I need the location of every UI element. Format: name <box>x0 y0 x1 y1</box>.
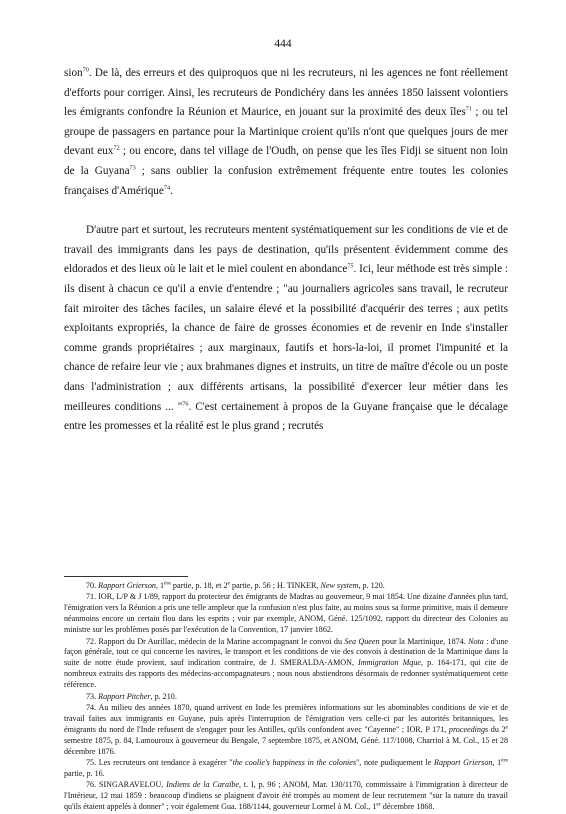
italic-text: New system <box>320 581 359 590</box>
paragraph-2: D'autre part et surtout, les recruteurs mentent systématiquement sur les conditions de vie et de travail des immigrants dans les pays de destination, qu'ils présentent évidemment comme des eldorados et des lieux où le lait et le miel coulent en abondance$^{75}$. Ici, leur méthode est très simple : ils disent à chacun ce qu'il a envie d'entendre ; "au journaliers agricoles sans travail, le recruteur fait miroiter des tâches faciles, un salaire élevé et la possibilité d'acquérir des terres ; aux petits exploitants expropriés, la chance de faire de grosses économies et de revenir en Inde s'installer comme grands propriétaires ; aux marginaux, fautifs et hors-la-loi, il promet l'impunité et la chance de refaire leur vie ; aux brahmanes dignes et instruits, un titre de maître d'école ou un poste dans l'administration ; aux différents artisans, la possibilité d'exercer leur métier dans les meilleures conditions ... "$^{76}$. C'est certainement à propos de la Guyane française que le décalage entre les promesses et la réalité est le plus grand ; recrutés <box>64 224 508 433</box>
italic-text: Rapport Grierson <box>98 581 156 590</box>
footnotes <box>64 581 508 814</box>
italic-text: Indiens de la Caraïbe <box>166 780 239 790</box>
superscript: e <box>227 580 230 587</box>
superscript: 76 <box>182 399 189 407</box>
italic-text: the coolie's happiness in the colonies <box>232 758 356 767</box>
superscript: 75 <box>347 262 354 270</box>
body-text <box>64 64 508 437</box>
footnote-72: 72. Rapport du Dr Aurillac, médecin de la Marine accompagnant le convoi du Sea Queen pour la Martinique, 1874. Nota : d'une façon générale, tout ce qui concerne les navires, le transport et les conditions de vie des convois à destination de la Martinique dans la suite de notre étude provient, sauf indication contraire, de J. SMERALDA-AMON, Immigration Mque, p. 164-171, qui cite de nombreux extraits des rapports des médecins-accompagnateurs ; nous nous abstiendrons désormais de redonner systématiquement cette référence. <box>64 636 509 690</box>
page-number: 444 <box>274 38 292 50</box>
superscript: ère <box>164 580 171 587</box>
footnote-71: 71. IOR, L/P & J 1/89, rapport du protecteur des émigrants de Madras au gouverneur, 9 mai 1854. Une dizaine d'années plus tard, l'émigration vers la Réunion a pris une telle ampleur que la confusion n'est plus faite, au moins sous sa forme primitive, mais il demeure néanmoins encore un certain flou dans les esprits ; voir par exemple, ANOM, Géné. 125/1092, rapport du directeur des Colonies au ministre sur les problèmes posés par l'exécution de la Convention, 17 janvier 1862. <box>64 592 508 635</box>
paragraph-1: sion$^{70}$. De là, des erreurs et des quiproquos que ni les recruteurs, ni les agences ne font réellement d'efforts pour corriger. Ainsi, les recruteurs de Pondichéry dans les années 1850 laissent volontiers les émigrants confondre la Réunion et Maurice, en jouant sur la proximité des deux îles$^{71}$ ; ou tel groupe de passagers en partance pour la Martinique croient qu'ils n'ont que quelques jours de mer devant eux$^{72}$ ; ou encore, dans tel village de l'Oudh, on pense que les îles Fidji se situent non loin de la Guyana$^{73}$ ; sans oublier la confusion extrêmement fréquente entre toutes les colonies françaises d'Amérique$^{74}$. <box>64 66 508 197</box>
superscript: ère <box>501 757 508 764</box>
italic-text: proceedings <box>448 724 489 734</box>
italic-text: Immigration Mque <box>358 658 421 668</box>
superscript: 70 <box>82 66 89 74</box>
footnote-76: 76. SINGARAVELOU, Indiens de la Caraïbe, t. I, p. 96 ; ANOM, Mar. 130/1170, commissaire à l'immigration à directeur de l'Intérieur, 12 mai 1859 : beaucoup d'indiens se plaignent d'avoir été trompés au moment de leur recrutement "sur la nature du travail qu'ils étaient appelés à donner" ; voir également Gua. 188/1144, gouverneur Lormel à M. Col., 1er décembre 1868. <box>64 780 508 812</box>
italic-text: Rapport Pitcher <box>98 691 151 701</box>
superscript: 73 <box>129 164 136 172</box>
footnote-73: 73. Rapport Pitcher, p. 210. <box>86 691 177 701</box>
superscript: 74 <box>163 183 171 191</box>
footnote-separator <box>64 576 188 577</box>
superscript: er <box>376 801 381 808</box>
superscript: 72 <box>113 144 120 152</box>
superscript: 71 <box>465 105 472 113</box>
footnote-75: 75. Les recruteurs ont tendance à exagérer "the coolie's happiness in the colonies", note pudiquement le Rapport Grierson, 1ère partie, p. 16. <box>64 757 508 778</box>
footnote-74: 74. Au milieu des années 1870, quand arrivent en Inde les premières informations sur les abominables conditions de vie et de travail faites aux immigrants en Guyane, puis après l'interruption de l'émigration vers celle-ci par les autorités britanniques, les émigrants du nord de l'Inde refusent de s'engager pour les Antilles, qu'ils confondent avec "Cayenne" ; IOR, P 171, proceedings du 2e semestre 1875, p. 84, Lamouroux à gouverneur du Bengale, 7 septembre 1875, et ANOM, Géné. 117/1008, Charriol à M. Col., 15 et 28 décembre 1876. <box>64 702 508 756</box>
footnote-70: 70. Rapport Grierson, 1ère partie, p. 18, et 2e partie, p. 56 ; H. TINKER, New system, p. 120. <box>86 580 385 590</box>
italic-text: Sea Queen <box>344 636 380 646</box>
italic-text: Nota <box>468 636 484 646</box>
superscript: e <box>505 724 508 731</box>
italic-text: Rapport Grierson <box>434 758 493 767</box>
